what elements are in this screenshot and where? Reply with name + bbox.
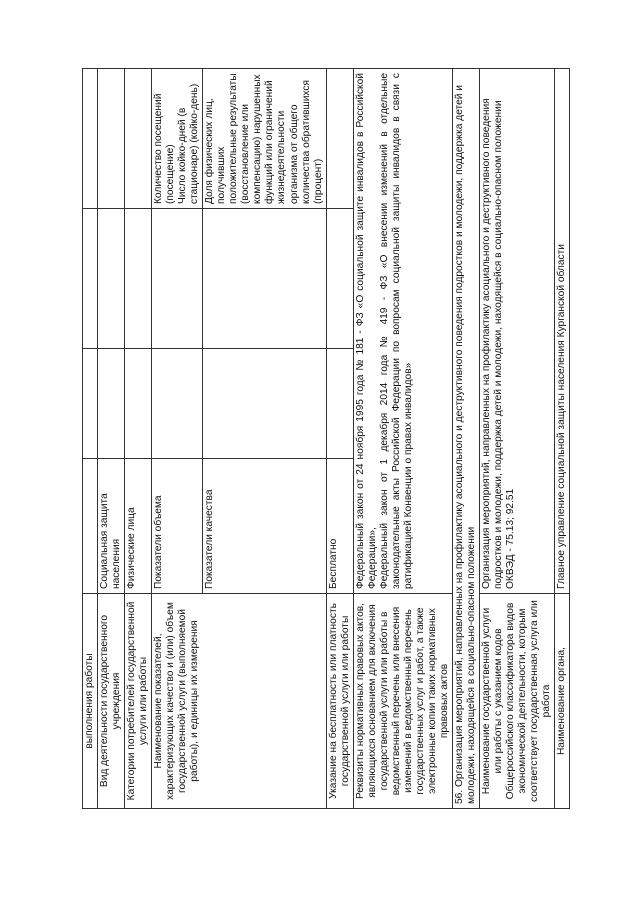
row-free-of-charge bbox=[326, 69, 353, 809]
consumers-cell-3 bbox=[125, 209, 152, 349]
consumers-label: Категории потребителей государственной услуги или работы bbox=[125, 594, 152, 809]
consumers-cell-4 bbox=[125, 69, 152, 209]
acts-value-law-181: Федеральный закон от 24 ноября 1995 года № 181 - ФЗ «О социальной защите инвалидов в Российской Федерации», bbox=[354, 73, 378, 589]
volume-values bbox=[152, 69, 203, 209]
authority-value: Главное управление социальной защиты населения Курганской области bbox=[555, 69, 570, 594]
row-authority bbox=[555, 69, 570, 809]
free-label: Указание на бесплатность или платность государственной услуги или работы bbox=[326, 594, 353, 809]
acts-value bbox=[353, 69, 452, 594]
service-name-text: Организация мероприятий, направленных на профилактику асоциального и деструктивного поведения подростков и молодежи, поддержка детей и молодежи, находящейся в социально-опасном положении bbox=[480, 98, 504, 589]
consumers-value: Физические лица bbox=[125, 459, 152, 594]
consumers-cell-2 bbox=[125, 349, 152, 459]
performance-label: выполнения работы bbox=[83, 594, 98, 809]
okved-codes: ОКВЭД - 75.13; 92.51 bbox=[505, 488, 517, 589]
indicators-label: Наименование показателей, характеризующих качество и (или) объем государственной услуги (выполняемой работы), и единицы их измерения bbox=[152, 594, 326, 809]
activity-cell-4 bbox=[98, 69, 125, 209]
quality-value: Доля физических лиц, получивших положительные результаты (восстановление или компенсацию) нарушенных функций или ограничений жизнедеятельности организма от общего количества обратившихся (процент) bbox=[203, 69, 326, 209]
free-cell-4 bbox=[326, 69, 353, 209]
activity-value: Социальная защита населения bbox=[98, 459, 125, 594]
activity-cell-2 bbox=[98, 349, 125, 459]
row-indicators-volume bbox=[152, 69, 203, 809]
row-activity-type bbox=[98, 69, 125, 809]
free-value: Бесплатно bbox=[326, 459, 353, 594]
volume-value-visits: Количество посещений (посещение) bbox=[153, 93, 177, 204]
row-performance bbox=[83, 69, 98, 809]
quality-label: Показатели качества bbox=[203, 459, 326, 594]
services-register-table bbox=[82, 68, 570, 809]
activity-label: Вид деятельности государственного учреждения bbox=[98, 594, 125, 809]
row-legal-acts bbox=[353, 69, 452, 809]
row-section-title bbox=[452, 69, 479, 809]
volume-cell-2 bbox=[152, 349, 203, 459]
volume-value-bed-days: Число койко-дней (в стационаре) (койко-день) bbox=[177, 83, 201, 204]
row-consumers bbox=[125, 69, 152, 809]
volume-label: Показатели объема bbox=[152, 459, 203, 594]
activity-cell-3 bbox=[98, 209, 125, 349]
performance-cell-3 bbox=[83, 209, 98, 349]
free-cell-2 bbox=[326, 349, 353, 459]
acts-value-law-419: Федеральный закон от 1 декабря 2014 года № 419 - ФЗ «О внесении изменений в отдельные законодательные акты Российской Федерации по вопросам социальной защиты инвалидов в связи с ратификацией Конвенции о правах инвалидов» bbox=[378, 73, 414, 589]
service-name-label: Наименование государственной услуги или работы с указанием кодов Общероссийского классификатора видов экономической деятельности, которым соответствует государственная услуга или работа bbox=[479, 594, 554, 809]
quality-cell-2 bbox=[203, 349, 326, 459]
authority-label: Наименование органа, bbox=[555, 594, 570, 809]
acts-label: Реквизиты нормативных правовых актов, являющихся основанием для включения государственной услуги или работы в ведомственный перечень или внесения изменений в ведомственный перечень государственных услуг и работ, а также электронные копии таких нормативных правовых актов bbox=[353, 594, 452, 809]
performance-cell-1 bbox=[83, 459, 98, 594]
free-cell-3 bbox=[326, 209, 353, 349]
quality-cell-3 bbox=[203, 209, 326, 349]
performance-cell-2 bbox=[83, 349, 98, 459]
section-56-title: 56. Организация мероприятий, направленных на профилактику асоциального и деструктивного поведения подростков и молодежи, поддержка детей и молодежи, находящейся в социально-опасном положении bbox=[452, 69, 479, 809]
volume-cell-3 bbox=[152, 209, 203, 349]
performance-cell-4 bbox=[83, 69, 98, 209]
row-service-name bbox=[479, 69, 554, 809]
service-name-value bbox=[479, 69, 554, 594]
